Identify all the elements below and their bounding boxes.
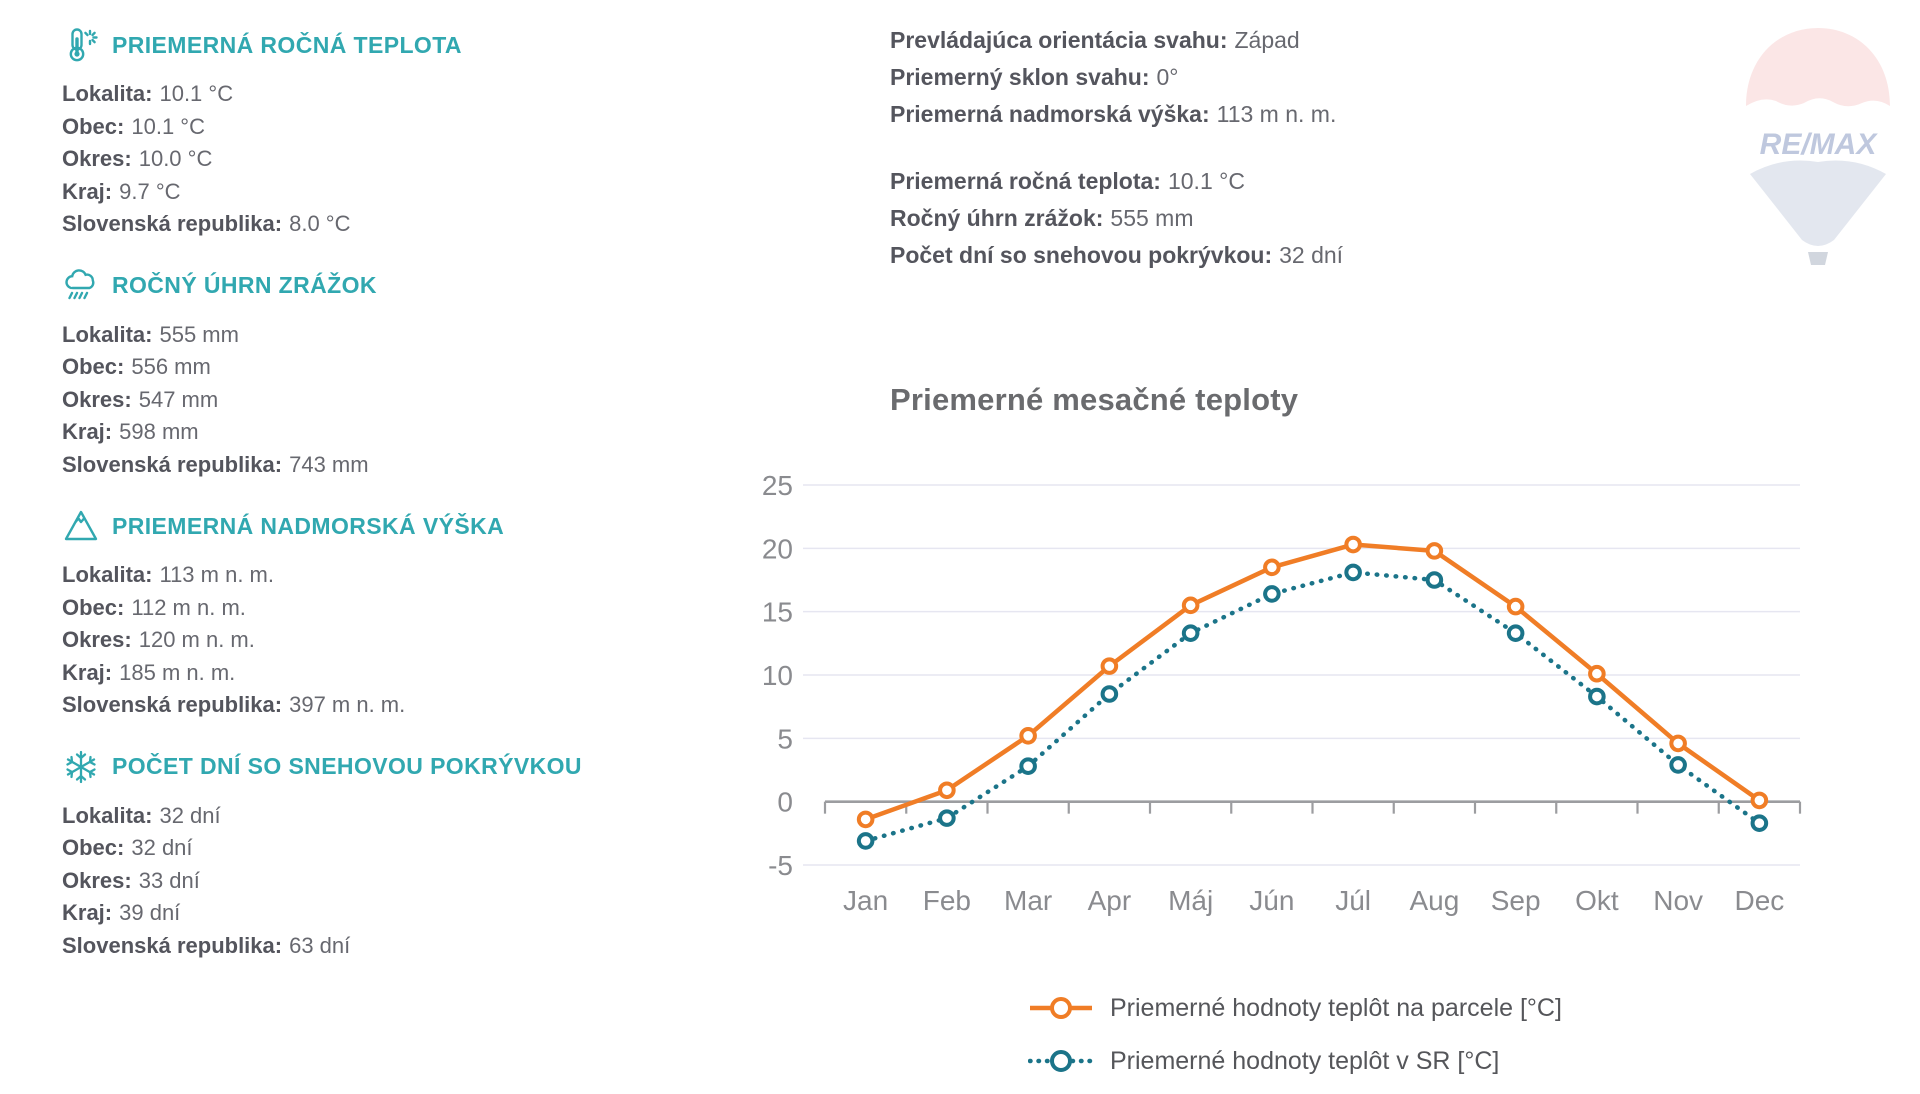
- section-average-altitude: [62, 507, 662, 722]
- stat-label: Lokalita:: [62, 321, 153, 347]
- svg-text:15: 15: [761, 596, 793, 628]
- stat-value: 547 mm: [138, 386, 219, 412]
- remax-brand-text: RE/MAX: [1759, 128, 1877, 161]
- rain-cloud-icon: [62, 267, 100, 305]
- section-header: [62, 748, 662, 786]
- stat-label: Kraj:: [62, 659, 113, 685]
- stat-row: [62, 897, 662, 930]
- stat-label: Lokalita:: [62, 81, 153, 106]
- stat-label: Okres:: [62, 146, 132, 171]
- stat-row: [62, 800, 662, 833]
- info-row: [890, 237, 1650, 274]
- stat-value: 113 m n. m.: [159, 562, 274, 587]
- stat-label: Slovenská republika:: [62, 932, 283, 958]
- svg-text:Jún: Jún: [1249, 885, 1295, 916]
- stat-row: [62, 592, 662, 625]
- monthly-temperature-chart: [690, 428, 1830, 928]
- stat-row: [62, 319, 662, 352]
- svg-text:Apr: Apr: [1087, 885, 1132, 916]
- stat-row: [62, 657, 662, 690]
- stat-value: 120 m n. m.: [138, 627, 255, 652]
- snowflake-icon: [62, 748, 100, 786]
- info-row: [890, 163, 1650, 200]
- stat-value: 63 dní: [289, 932, 351, 958]
- stat-row: [62, 865, 662, 898]
- info-value: Západ: [1234, 27, 1300, 53]
- stat-value: 9.7 °C: [119, 178, 181, 204]
- section-header: [62, 26, 662, 64]
- stat-row: [62, 143, 662, 176]
- stat-label: Obec:: [62, 113, 125, 139]
- svg-text:10: 10: [761, 660, 793, 691]
- stat-value: 33 dní: [138, 867, 200, 893]
- stat-label: Obec:: [62, 354, 125, 379]
- stat-row: [62, 930, 662, 963]
- svg-text:Júl: Júl: [1335, 885, 1372, 916]
- svg-text:Sep: Sep: [1490, 885, 1541, 916]
- stat-value: 32 dní: [131, 835, 193, 860]
- stat-row: [62, 416, 662, 449]
- stat-label: Lokalita:: [62, 802, 153, 828]
- info-label: Priemerná nadmorská výška:: [890, 101, 1210, 127]
- stat-row: [62, 208, 662, 241]
- svg-text:Jan: Jan: [843, 885, 889, 916]
- info-row: [890, 96, 1650, 133]
- legend-item-sr: [1028, 1041, 1562, 1081]
- info-label: Počet dní so snehovou pokrývkou:: [890, 242, 1273, 268]
- stat-row: [62, 176, 662, 209]
- chart-legend: [1028, 988, 1562, 1094]
- svg-text:Okt: Okt: [1575, 885, 1619, 916]
- stat-value: 397 m n. m.: [289, 692, 406, 717]
- info-value: 555 mm: [1110, 205, 1194, 231]
- svg-text:Aug: Aug: [1409, 885, 1460, 916]
- info-value: 10.1 °C: [1167, 168, 1245, 194]
- stat-value: 556 mm: [131, 354, 211, 379]
- stat-label: Kraj:: [62, 900, 113, 925]
- climate-stats-panel: [62, 26, 662, 988]
- svg-text:Feb: Feb: [922, 885, 971, 916]
- legend-marker-dotted: [1028, 1046, 1094, 1076]
- svg-text:5: 5: [777, 723, 793, 755]
- stat-value: 10.0 °C: [138, 146, 213, 171]
- thermometer-sun-icon: [62, 26, 100, 64]
- stat-label: Obec:: [62, 835, 125, 860]
- stat-label: Obec:: [62, 594, 125, 620]
- parcel-summary-panel: [890, 22, 1650, 304]
- slope-info-block: [890, 22, 1650, 133]
- stat-label: Lokalita:: [62, 562, 153, 587]
- stat-label: Okres:: [62, 867, 132, 893]
- stat-row: [62, 78, 662, 111]
- svg-text:Dec: Dec: [1734, 885, 1785, 916]
- legend-label: Priemerné hodnoty teplôt na parcele [°C]: [1110, 993, 1562, 1022]
- mountain-icon: [62, 507, 100, 545]
- stat-value: 743 mm: [289, 451, 369, 477]
- info-value: 0°: [1156, 64, 1179, 90]
- stat-value: 555 mm: [159, 321, 239, 347]
- stat-label: Slovenská republika:: [62, 451, 283, 477]
- stat-value: 185 m n. m.: [119, 659, 236, 685]
- svg-text:-5: -5: [768, 850, 793, 881]
- svg-text:25: 25: [761, 470, 793, 501]
- svg-text:Máj: Máj: [1168, 885, 1214, 916]
- stat-value: 112 m n. m.: [131, 594, 246, 620]
- legend-label: Priemerné hodnoty teplôt v SR [°C]: [1110, 1046, 1500, 1075]
- stat-row: [62, 449, 662, 482]
- info-label: Priemerný sklon svahu:: [890, 64, 1150, 90]
- stat-row: [62, 689, 662, 722]
- section-title: PRIEMERNÁ ROČNÁ TEPLOTA: [112, 31, 462, 58]
- section-header: [62, 267, 662, 305]
- svg-text:Mar: Mar: [1004, 885, 1053, 916]
- info-value: 113 m n. m.: [1216, 101, 1337, 127]
- legend-item-parcela: [1028, 988, 1562, 1028]
- stat-row: [62, 624, 662, 657]
- stat-label: Kraj:: [62, 419, 113, 444]
- line-chart-canvas: [690, 428, 1830, 928]
- chart-title: Priemerné mesačné teploty: [890, 382, 1299, 417]
- section-header: [62, 507, 662, 545]
- section-snow-days: [62, 748, 662, 963]
- climate-info-block: [890, 163, 1650, 274]
- svg-text:20: 20: [761, 533, 793, 565]
- info-label: Ročný úhrn zrážok:: [890, 205, 1104, 231]
- section-annual-precipitation: [62, 267, 662, 482]
- section-annual-temperature: [62, 26, 662, 241]
- info-row: [890, 200, 1650, 237]
- info-label: Prevládajúca orientácia svahu:: [890, 27, 1228, 53]
- stat-row: [62, 832, 662, 865]
- remax-balloon-logo: [1722, 14, 1914, 266]
- svg-text:0: 0: [777, 786, 793, 818]
- info-label: Priemerná ročná teplota:: [890, 168, 1161, 194]
- stat-label: Slovenská republika:: [62, 211, 283, 236]
- section-title: POČET DNÍ SO SNEHOVOU POKRÝVKOU: [112, 753, 582, 779]
- info-row: [890, 22, 1650, 59]
- legend-marker-solid: [1028, 993, 1094, 1023]
- stat-value: 39 dní: [119, 900, 181, 925]
- svg-text:Nov: Nov: [1653, 885, 1704, 916]
- stat-label: Kraj:: [62, 178, 113, 204]
- info-row: [890, 59, 1650, 96]
- stat-value: 32 dní: [159, 802, 221, 828]
- stat-row: [62, 559, 662, 592]
- stat-label: Okres:: [62, 627, 132, 652]
- stat-label: Slovenská republika:: [62, 692, 283, 717]
- stat-value: 10.1 °C: [159, 81, 234, 106]
- stat-value: 598 mm: [119, 419, 199, 444]
- section-title: ROČNÝ ÚHRN ZRÁŽOK: [112, 272, 377, 298]
- info-value: 32 dní: [1279, 242, 1344, 268]
- stat-label: Okres:: [62, 386, 132, 412]
- section-title: PRIEMERNÁ NADMORSKÁ VÝŠKA: [112, 512, 505, 539]
- stat-row: [62, 111, 662, 144]
- stat-value: 8.0 °C: [289, 211, 351, 236]
- stat-row: [62, 351, 662, 384]
- stat-row: [62, 384, 662, 417]
- stat-value: 10.1 °C: [131, 113, 205, 139]
